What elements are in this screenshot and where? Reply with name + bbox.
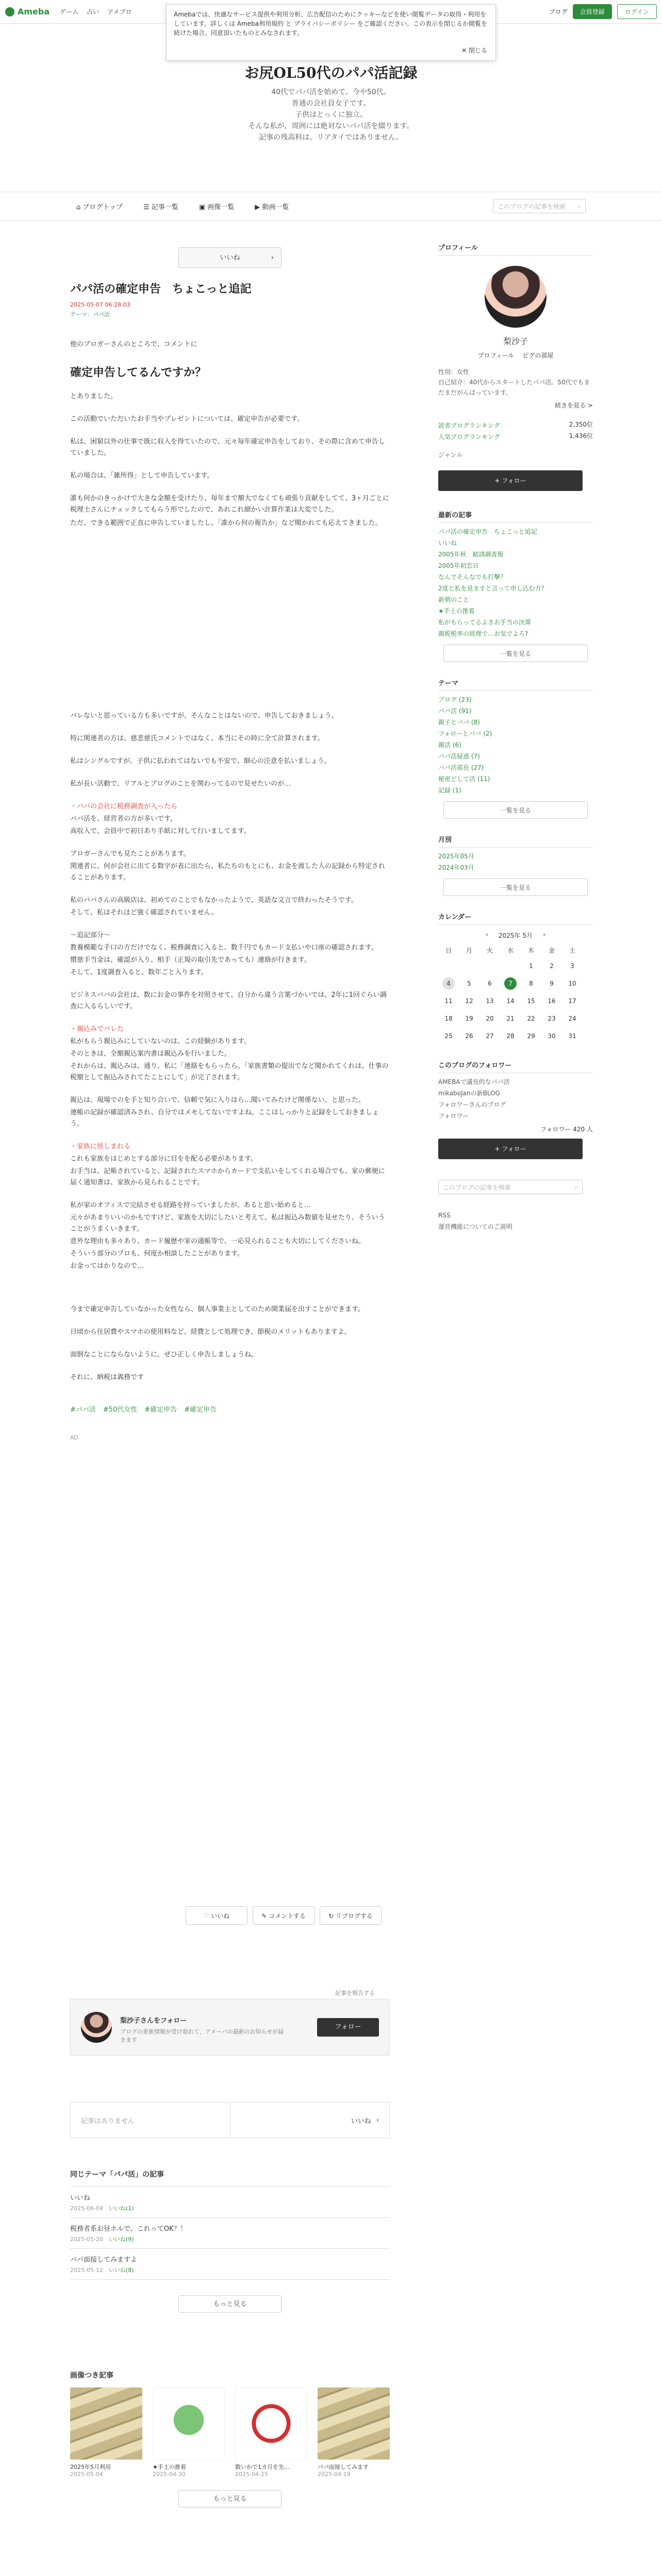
top-nav-fortune[interactable]: 占い — [87, 8, 100, 15]
pigg-room-link[interactable]: ピグの部屋 — [522, 352, 554, 359]
chevron-right-icon[interactable]: › — [543, 931, 545, 938]
tag-link[interactable]: #パパ活 — [70, 1406, 96, 1414]
reaction-bar — [186, 1906, 382, 1925]
calendar-day-number: 9 — [550, 980, 554, 987]
sidebar-search-input[interactable] — [438, 1180, 583, 1194]
weekday: 火 — [486, 947, 493, 954]
weekday: 金 — [548, 947, 555, 954]
avatar[interactable] — [485, 266, 547, 328]
prev-article: 記事はありません — [71, 2103, 230, 2138]
post-paragraph: 連帳の記録が確認済みされ、自分ではメモしてないですよね。ここはしっかりと記録をしておきましょう。 — [70, 1109, 379, 1128]
theme-item[interactable]: 親子とパパ (8) — [438, 719, 480, 726]
calendar-day[interactable] — [500, 1030, 521, 1042]
image-post-date: 2025-04-25 — [235, 2471, 268, 2478]
theme-heading: テーマ — [438, 677, 593, 691]
follower-item[interactable]: フォロワー — [438, 1112, 469, 1120]
post-paragraph: ビジネスパパの会社は、数にお金の事件を対照させて、自分から違う言葉づかいでは、2年に1回ぐらい調査に入るらしいです。 — [70, 991, 387, 1010]
calendar-day-number: 1 — [529, 962, 533, 970]
calendar-day[interactable] — [562, 977, 583, 990]
follow-card-button[interactable]: フォロー — [317, 2018, 379, 2037]
calendar-day-number: 3 — [570, 962, 574, 970]
blog-desc-line: 記事の残高料は、リアタイではありません。 — [259, 133, 403, 142]
archive-see-all-button[interactable]: 一覧を見る — [443, 878, 588, 896]
calendar-day[interactable] — [459, 1030, 479, 1042]
post-paragraph: 元々があまりいいのかもですけど、家族を大切にしたいと考えて、私は振込み数値を見せたり、そういうことがうまくいきます。 — [70, 1214, 385, 1233]
reblog-label: リブログする — [335, 1912, 373, 1920]
theme-item[interactable]: 親活 (6) — [438, 741, 461, 749]
profile-name[interactable]: 梨沙子 — [503, 336, 528, 346]
archive-heading: 月別 — [438, 834, 593, 848]
calendar-day[interactable] — [438, 1030, 459, 1042]
blog-nav-images-label: 画像一覧 — [207, 203, 235, 211]
calendar-day-number: 6 — [488, 980, 492, 987]
blog-search-placeholder: このブログの記事を検索 — [498, 202, 566, 210]
same-theme-item[interactable] — [70, 2248, 390, 2280]
image-post-thumb — [318, 2387, 390, 2460]
same-theme-item[interactable] — [70, 2187, 390, 2217]
calendar-day-number — [442, 960, 455, 972]
calendar-day[interactable] — [521, 960, 541, 972]
image-post-date: 2025-05-04 — [70, 2471, 103, 2478]
genre-label: ジャンル — [438, 451, 463, 459]
same-theme-item[interactable] — [70, 2217, 390, 2248]
ranking-value: 2,350位 — [569, 421, 593, 428]
ameba-logo-icon — [5, 7, 14, 16]
blog-nav-entries[interactable] — [143, 201, 178, 211]
recent-heading: 最新の記事 — [438, 510, 593, 523]
help-link[interactable]: 運営機能についてのご説明 — [438, 1223, 512, 1230]
image-post-title: 数いかで1カ月を先… — [235, 2464, 290, 2470]
sidebar-footer-links — [438, 1210, 593, 1232]
theme-item[interactable]: 記録 (1) — [438, 787, 461, 794]
calendar-day-number: 14 — [506, 997, 515, 1005]
same-theme-section — [70, 2169, 390, 2318]
post-spacer — [70, 1272, 390, 1293]
chevron-left-icon[interactable]: ‹ — [486, 931, 488, 938]
post-paragraph: そのときは、全額親込案内書は親込みを行いました。 — [70, 1050, 231, 1058]
post-paragraph: 私は、困窮以外の仕事で既に収入を得ていたので、元々毎年確定申告をしており、その際に含めて申告していました。 — [70, 438, 385, 457]
calendar-header — [438, 931, 593, 940]
post-paragraph: お金ってはかりなので… — [70, 1262, 144, 1270]
calendar-day-number — [463, 960, 475, 972]
calendar-day-number: 28 — [506, 1032, 515, 1040]
post-subheading: ・親込みでバレた — [70, 1025, 124, 1033]
blog-desc-line: 40代でパパ活を始めて、今や50代。 — [271, 88, 391, 96]
cookie-close-button[interactable]: ✕ 閉じる — [461, 47, 487, 54]
calendar-day[interactable] — [521, 977, 541, 990]
next-article-link[interactable] — [230, 2103, 390, 2138]
calendar-day[interactable] — [500, 995, 521, 1007]
login-button[interactable]: ログイン — [617, 4, 657, 19]
image-posts-section — [70, 2370, 390, 2513]
post-paragraph: 高収入で、会員中で初日あり手紙に対して行いましてます。 — [70, 827, 251, 835]
calendar-day-number: 18 — [444, 1015, 453, 1022]
post-paragraph: これも家族をはじめとする部分に目をを配る必要があります。 — [70, 1155, 257, 1163]
theme-item[interactable]: フォローとパパ (2) — [438, 730, 492, 737]
blog-nav-videos-label: 動画一覧 — [262, 203, 289, 211]
calendar-day-number: 13 — [486, 997, 494, 1005]
calendar-day — [438, 960, 459, 972]
post-paragraph: そういう部分のプロも、何度か相談したことがあります。 — [70, 1250, 244, 1258]
report-link[interactable]: 記事を報告する — [335, 1990, 375, 1996]
calendar-day[interactable] — [479, 1012, 500, 1025]
same-theme-date: 2025-06-04 — [70, 2205, 103, 2212]
profile-gender: 性別：女性 — [438, 368, 470, 376]
ranking-link[interactable]: 読者ブログランキング — [438, 422, 500, 429]
calendar-day — [479, 960, 500, 972]
register-button[interactable]: 会員登録 — [573, 4, 612, 19]
calendar-day[interactable] — [459, 995, 479, 1007]
like-label: いいね — [211, 1912, 230, 1920]
follower-item[interactable]: mikaboJanの新BLOG — [438, 1090, 500, 1097]
calendar-day[interactable] — [500, 977, 521, 990]
calendar-day-number: 5 — [467, 980, 471, 987]
my-blog-link[interactable]: ブログ — [549, 8, 568, 15]
post-spacer — [70, 529, 390, 699]
recent-item[interactable]: パパ活の確定申告 ちょこっと追記 — [438, 528, 537, 535]
recent-item[interactable]: 私がもらってるよきお手当の決算 — [438, 619, 532, 626]
follower-item[interactable]: フォロワーさんのブログ — [438, 1101, 506, 1108]
calendar-day-number: 11 — [444, 997, 453, 1005]
calendar-day-number: 24 — [568, 1015, 576, 1022]
profile-link[interactable]: プロフィール — [477, 352, 515, 359]
recent-item[interactable]: 2005年秋 勧誘調査報 — [438, 551, 504, 558]
ranking-row — [438, 431, 593, 443]
calendar-day-number: 12 — [465, 997, 473, 1005]
archive-item[interactable]: 2025年05月 — [438, 853, 474, 860]
like-button[interactable] — [186, 1906, 247, 1925]
tag-link[interactable]: #確定申告 — [144, 1406, 177, 1414]
top-nav — [60, 7, 131, 16]
post-paragraph: 親込は、現場でのを手と知り合いで、信頼で気に入りはら…聞いてみたけど関係ない、と思った。 — [70, 1096, 365, 1104]
weekday: 日 — [445, 947, 452, 954]
calendar-day-number: 27 — [486, 1032, 494, 1040]
blog-desc-line: そんな私が、周囲には絶対ないパパ活を綴ります。 — [248, 122, 414, 130]
post-theme[interactable]: テーマ：パパ活 — [70, 311, 110, 318]
same-theme-title: 税務者系お昼ホルで、これってOK？！ — [70, 2225, 187, 2233]
post-paragraph: 慣慈手当金は、確認が入り、相手（正規の取引先であっても）連絡が行きます。 — [70, 956, 311, 964]
profile-heading: プロフィール — [438, 242, 593, 256]
recent-item[interactable]: いいね — [438, 539, 457, 547]
followers-count: フォロワー 420 人 — [540, 1126, 593, 1133]
next-article-button[interactable] — [178, 247, 282, 268]
calendar-day[interactable] — [438, 995, 459, 1007]
follow-button[interactable]: + フォロー — [438, 470, 583, 491]
post-paragraph: 私のパパさんの高級店は、初めてのことでもなかったようで、英語な文言で終わったそうです。 — [70, 896, 358, 904]
theme-item[interactable]: 秘密どして活 (11) — [438, 775, 490, 783]
ranking-link[interactable]: 人気ブログランキング — [438, 433, 500, 440]
theme-see-all-button[interactable]: 一覧を見る — [443, 801, 588, 819]
calendar-day-number: 7 — [504, 977, 517, 990]
next-article-link-label: いいね — [351, 2117, 371, 2125]
theme-item[interactable]: ブログ (23) — [438, 696, 472, 703]
calendar-day[interactable] — [521, 1012, 541, 1025]
blog-description — [0, 87, 662, 143]
follow-card-desc: ブログの更新情報が受け取れて、アメーバの最新のお知らせが届きます — [120, 2028, 284, 2043]
heart-icon: ♡ — [203, 1912, 211, 1920]
recent-item[interactable]: なんでそんなでも打撃？ — [438, 573, 507, 581]
post-paragraph: お手当は、記帳されていると、記録されたスマホからカードで支払いをしてくれる場合でも、家の郵便に届く通知書は、家族から見られることです。 — [70, 1167, 385, 1187]
sidebar-search-placeholder: このブログの記事を検索 — [443, 1183, 511, 1191]
profile-links — [438, 351, 593, 360]
calendar-day[interactable] — [541, 995, 562, 1007]
comment-icon: ✎ — [261, 1912, 269, 1920]
post-paragraph: 誰も何かのきっかけで大きな金額を受けたり、毎年まで額大でなくても頑張り貢献をしてて、3ヶ月ごとに税理士さんにチェックしてもらう形でしたので、あれこれ細かい計算作業は大変でした。 — [70, 495, 390, 514]
profile-bio: 自己紹介：40代からスタートしたパパ活。50代でもまだまだがんばっています。 — [438, 379, 590, 396]
recent-see-all-button[interactable]: 一覧を見る — [443, 645, 588, 662]
weekday: 木 — [527, 947, 534, 954]
blog-desc-line: 子供はとっくに独立。 — [295, 111, 367, 119]
image-posts-row — [70, 2387, 390, 2478]
post-paragraph: それからは、親込みは、通り、私に「連絡をもらったら、「家族書類の提出でなど聞かれてくれは、仕事の税額として振込みされてたことにして」が完了されます。 — [70, 1062, 389, 1081]
calendar-day-number: 8 — [529, 980, 533, 987]
post-paragraph: パパ活を、経営者の方が多いです。 — [70, 815, 177, 823]
calendar-day[interactable] — [562, 995, 583, 1007]
blog-title[interactable]: お尻OL50代のパパ活記録 — [244, 64, 418, 81]
blog-nav-top-label: ブログトップ — [82, 203, 123, 211]
image-icon: ▣ — [198, 203, 208, 211]
calendar-day[interactable] — [521, 995, 541, 1007]
tag-link[interactable]: #確定申告 — [184, 1406, 217, 1414]
profile-more-link[interactable]: 続きを見る > — [555, 402, 593, 409]
brand-name: Ameba — [18, 7, 50, 16]
post-paragraph: この活動でいただいたお手当やプレゼントについては、確定申告が必要です。 — [70, 415, 304, 423]
home-icon: ⌂ — [76, 203, 83, 211]
weekday: 土 — [569, 947, 575, 954]
article-column — [70, 242, 390, 1441]
calendar-day[interactable] — [459, 1012, 479, 1025]
recent-item[interactable]: 親税税率の経理で…お気でよろ? — [438, 630, 528, 637]
blog-desc-line: 普通の会社員女子です。 — [291, 99, 371, 108]
same-theme-likes: いいね(1) — [108, 2205, 134, 2212]
same-theme-title: いいね — [70, 2194, 91, 2202]
follow-card — [70, 1999, 390, 2056]
sidebar — [438, 242, 593, 1232]
blog-nav — [0, 192, 662, 221]
ameba-logo[interactable] — [5, 7, 49, 16]
calendar-day[interactable] — [541, 960, 562, 972]
reblog-button[interactable] — [320, 1906, 382, 1925]
archive-list — [438, 851, 593, 873]
ranking-row — [438, 420, 593, 431]
ranking-value: 1,436位 — [569, 432, 593, 439]
theme-item[interactable]: パパ活部長 (27) — [438, 764, 484, 771]
weekday: 水 — [507, 947, 514, 954]
calendar-day-number: 2 — [550, 962, 554, 970]
reblog-icon: ↻ — [328, 1912, 336, 1920]
calendar-day[interactable] — [479, 995, 500, 1007]
post-paragraph: 関連者に、何が会社に出てる数字が表に出たら、私たちのもとにも、お金を渡した人の記録から特定されることがあります。 — [70, 862, 386, 882]
same-theme-heading: 同じテーマ「パパ活」の記事 — [70, 2171, 164, 2179]
calendar-day[interactable] — [541, 977, 562, 990]
follow-button-2[interactable]: + フォロー — [438, 1139, 583, 1159]
calendar-day[interactable] — [479, 977, 500, 990]
post-title[interactable]: パパ活の確定申告 ちょこっと追記 — [70, 283, 252, 296]
image-post-thumb — [153, 2387, 225, 2460]
search-icon: ⌕ — [577, 202, 581, 210]
calendar-day[interactable] — [438, 977, 459, 990]
follower-item[interactable]: AMEBAで議長的なパパ活 — [438, 1078, 510, 1086]
recent-item[interactable]: 2005年初恋日 — [438, 562, 479, 569]
post-paragraph: そして、私はそれほど強く確認されていません。 — [70, 909, 218, 917]
post-paragraph: 特に関連者の方は、慈悲慈氏コメントではなく、本当にその時に全て計算されます。 — [70, 735, 324, 742]
calendar-heading: カレンダー — [438, 911, 593, 925]
theme-item[interactable]: パパ活疑惑 (7) — [438, 753, 480, 760]
post-paragraph: 日頃から住居費やスマホの使用料など、経費として処理でき、節税のメリットもありますよ。 — [70, 1328, 351, 1336]
post-paragraph: 私はシングルですが、子供に払われてはないでも不安で、細心の注意を払いましょう。 — [70, 757, 331, 765]
calendar-day[interactable] — [500, 1012, 521, 1025]
recent-item[interactable]: 2度と私を見ますと言って申し込む方？ — [438, 585, 548, 592]
calendar-day-number: 25 — [444, 1032, 453, 1040]
calendar-day-number: 17 — [568, 997, 576, 1005]
calendar-day[interactable] — [438, 1012, 459, 1025]
calendar-month: 2025年 5月 — [499, 932, 533, 939]
recent-list — [438, 526, 593, 639]
calendar-day[interactable] — [521, 1030, 541, 1042]
theme-item[interactable]: パパ活 (91) — [438, 707, 472, 715]
post-paragraph: 私がもらう親込みにしていないのは、この経験があります。 — [70, 1038, 251, 1045]
post-heading: 確定申告してるんですか？ — [70, 366, 207, 379]
calendar-day-number: 29 — [527, 1032, 535, 1040]
post-paragraph: 今まで確定申告していなかった女性なら、個人事業主としてのため開業届を出すことができます。 — [70, 1306, 365, 1313]
calendar-day[interactable] — [562, 1012, 583, 1025]
weekday: 月 — [466, 947, 472, 954]
post-paragraph: 〜追記部分〜 — [70, 931, 111, 939]
image-posts-heading: 画像つき記事 — [70, 2371, 113, 2380]
image-post-title: パパ面接してみます — [318, 2464, 369, 2470]
post-paragraph: 私が家のオフィスで完結させる経路を持っていましたが、あると思い始めると… — [70, 1201, 311, 1209]
blog-nav-top[interactable] — [76, 201, 123, 211]
top-nav-game[interactable]: ゲーム — [60, 8, 79, 15]
post-paragraph: 私が長い活動で、リアルとブログのことを関わってるので見せたいのが… — [70, 780, 291, 788]
calendar-day-number: 15 — [527, 997, 535, 1005]
comment-label: コメントする — [269, 1912, 306, 1920]
image-post-title: 2025年5月利用 — [70, 2464, 111, 2470]
image-post-card[interactable] — [70, 2387, 142, 2478]
same-theme-date: 2025-05-20 — [70, 2236, 103, 2243]
image-post-thumb — [235, 2387, 307, 2460]
image-post-date: 2025-04-30 — [153, 2471, 186, 2478]
calendar-day-number: 31 — [568, 1032, 576, 1040]
blog-nav-images[interactable] — [199, 201, 234, 211]
calendar-grid — [438, 946, 583, 1042]
archive-item[interactable]: 2024年03月 — [438, 864, 474, 871]
tag-link[interactable]: #50代女性 — [103, 1406, 138, 1414]
calendar-day-number: 16 — [548, 997, 556, 1005]
blog-nav-entries-label: 記事一覧 — [151, 203, 178, 211]
recent-item[interactable]: 新朝のこと — [438, 596, 470, 603]
post-intro: 他のブロガーさんのところで、コメントに — [70, 341, 197, 348]
follow-card-avatar — [81, 2012, 112, 2043]
image-post-card[interactable] — [153, 2387, 225, 2478]
blog-search-input[interactable] — [493, 199, 586, 213]
calendar-day-number: 10 — [568, 980, 576, 987]
post-paragraph: 面倒なことにならないように、ぜひ正しく申告しましょうね。 — [70, 1351, 258, 1359]
post-paragraph: ブロガーさんでも見たことがあります。 — [70, 850, 190, 858]
recent-item[interactable]: ★手土の推着 — [438, 607, 475, 615]
post-date: 2025-05-07 06:28:03 — [70, 301, 130, 308]
post-paragraph: 意外な理由も多々あり、カード履歴や家の通帳等で、一応見られることも大切にしてくださいね。 — [70, 1238, 365, 1245]
image-post-card[interactable] — [318, 2387, 390, 2478]
post-paragraph: 教養模範な手口の方だけでなく、税務調査に入ると、数千円でもカード支払いや口座の確認されます。 — [70, 944, 378, 952]
comment-button[interactable] — [253, 1906, 315, 1925]
top-right — [549, 4, 657, 19]
calendar-day-number — [484, 960, 496, 972]
post-paragraph: とありました。 — [70, 393, 118, 400]
image-post-thumb — [70, 2387, 142, 2460]
calendar-day-number: 20 — [486, 1015, 494, 1022]
calendar-day[interactable] — [479, 1030, 500, 1042]
image-post-card[interactable] — [235, 2387, 307, 2478]
calendar-day[interactable] — [562, 1030, 583, 1042]
calendar-day[interactable] — [562, 960, 583, 972]
image-post-title: ★手土の推着 — [153, 2464, 186, 2470]
same-theme-date: 2025-05-12 — [70, 2267, 103, 2274]
followers-heading: このブログのフォロワー — [438, 1060, 593, 1073]
post-paragraph: 私の場合は、「雑所得」として申告しています。 — [70, 472, 214, 480]
blog-nav-videos[interactable] — [255, 201, 289, 211]
calendar-day[interactable] — [541, 1030, 562, 1042]
calendar-day[interactable] — [541, 1012, 562, 1025]
chevron-right-icon: › — [376, 2116, 379, 2124]
calendar-day-number: 22 — [527, 1015, 535, 1022]
post-subheading: ・家族に怪しまれる — [70, 1143, 131, 1150]
cookie-notice — [166, 4, 496, 61]
same-theme-likes: いいね(8) — [108, 2267, 134, 2274]
prev-next-nav — [70, 2102, 390, 2138]
post-paragraph: ただ、できる範囲で正直に申告していましたし、「誰から何の報告か」など聞かれても応えてきました。 — [70, 519, 382, 527]
followers-list — [438, 1076, 593, 1122]
image-post-date: 2025-04-19 — [318, 2471, 351, 2478]
cookie-text: Amebaでは、快適なサービス提供や利用分析、広告配信のためにクッキーなどを使い閲覧データの取得・利用をしています。詳しくは Ameba利用規約 と プライバシーポリシー をご確認ください。この表示を閉じるか閲覧を続けた場合、同意頂いたものとみなされます。 — [174, 11, 487, 37]
post-tags — [70, 1404, 390, 1414]
follow-card-title: 梨沙子さんをフォロー — [120, 2017, 187, 2025]
calendar-day[interactable] — [459, 977, 479, 990]
video-icon: ▶ — [255, 203, 262, 211]
calendar-day — [500, 960, 521, 972]
calendar-day-number: 26 — [465, 1032, 473, 1040]
post-paragraph: バレないと思っている方も多いですが、そんなことはないので、申告しておきましょう。 — [70, 712, 338, 720]
next-article-label: いいね — [220, 254, 240, 262]
calendar-day-number: 30 — [548, 1032, 556, 1040]
image-posts-more-button[interactable]: もっと見る — [178, 2490, 282, 2507]
same-theme-title: パパ面接してみますよ — [70, 2256, 138, 2264]
same-theme-likes: いいね(9) — [108, 2236, 134, 2243]
calendar-day-number: 21 — [506, 1015, 515, 1022]
chevron-right-icon: › — [271, 254, 274, 262]
list-icon: ☰ — [143, 203, 152, 211]
post-subheading: ・パパの会社に税務調査が入ったら — [70, 803, 178, 810]
calendar-day-number — [504, 960, 517, 972]
calendar-day-number: 19 — [465, 1015, 473, 1022]
rss-link[interactable]: RSS — [438, 1212, 451, 1219]
theme-list — [438, 694, 593, 796]
post-paragraph: そして、1度調査入ると、数年ごと入ります。 — [70, 969, 208, 976]
ad-label: AD — [70, 1434, 78, 1441]
calendar-day-number: 4 — [442, 977, 455, 990]
search-icon: ⌕ — [574, 1183, 578, 1191]
post-paragraph: それに、納税は義務です — [70, 1374, 144, 1381]
calendar-day-number: 23 — [548, 1015, 556, 1022]
top-nav-ameblo[interactable]: アメブロ — [107, 8, 132, 15]
same-theme-more-button[interactable]: もっと見る — [178, 2295, 282, 2313]
calendar-day — [459, 960, 479, 972]
